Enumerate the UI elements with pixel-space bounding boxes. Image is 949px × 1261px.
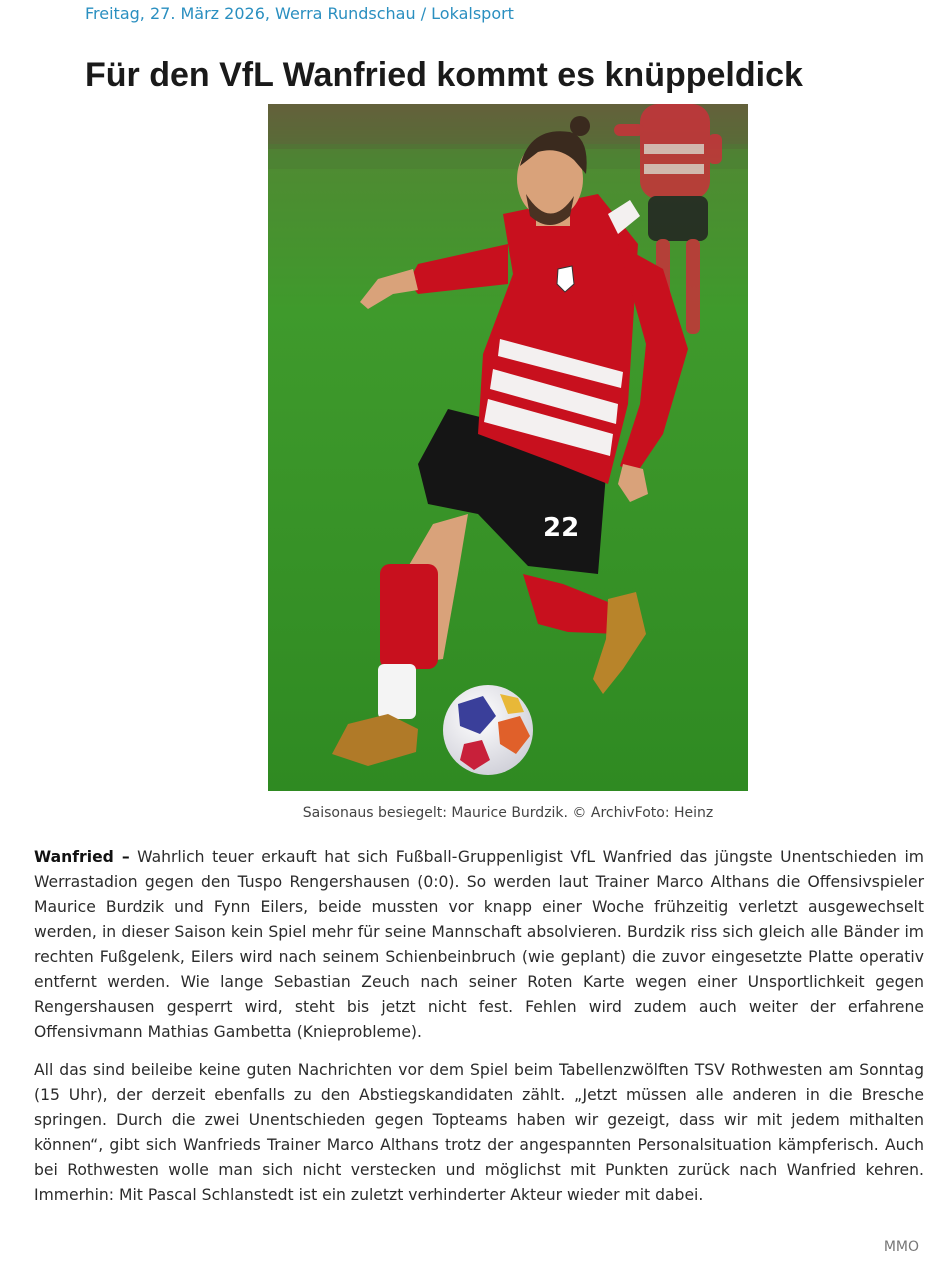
article-paragraph xyxy=(34,1058,924,1208)
photo-caption: Saisonaus besiegelt: Maurice Burdzik. © ArchivFoto: Heinz xyxy=(302,805,714,821)
article-paragraph xyxy=(34,845,924,1045)
article-body xyxy=(34,845,924,1221)
paragraph-text: All das sind beileibe keine guten Nachrichten vor dem Spiel beim Tabellenzwölften TSV Rothwesten am Sonntag (15 Uhr), der derzeit ebenfalls zu den Abstiegskandidaten zählt. „Jetzt müssen alle anderen in die Bresche springen. Durch die zwei Unentschieden gegen Topteams haben wir gezeigt, dass wir mit jedem mithalten können“, gibt sich Wanfrieds Trainer Marco Althans trotz der angespannten Personalsituation kämpferisch. Auch bei Rothwesten wolle man sich nicht verstecken und möglichst mit Punkten zurück nach Wanfried kehren. Immerhin: Mit Pascal Schlanstedt ist ein zuletzt verhinderter Akteur wieder mit dabei. xyxy=(34,1061,924,1204)
paragraph-lead: Wanfried – xyxy=(34,848,130,866)
article-headline: Für den VfL Wanfried kommt es knüppeldick xyxy=(85,56,803,94)
article-dateline: Freitag, 27. März 2026, Werra Rundschau / Lokalsport xyxy=(85,4,514,23)
shirt-number: 22 xyxy=(543,513,580,543)
paragraph-text: Wahrlich teuer erkauft hat sich Fußball-Gruppenligist VfL Wanfried das jüngste Unentschieden im Werrastadion gegen den Tuspo Rengershausen (0:0). So werden laut Trainer Marco Althans die Offensivspieler Maurice Burdzik und Fynn Eilers, beide mussten vor knapp einer Woche frühzeitig verletzt ausgewechselt werden, in dieser Saison kein Spiel mehr für seine Mannschaft absolvieren. Burdzik riss sich gleich alle Bänder im rechten Fußgelenk, Eilers wird nach seinem Schienbeinbruch (wie geplant) die zuvor eingesetzte Platte operativ entfernt werden. Wie lange Sebastian Zeuch nach seiner Roten Karte wegen einer Unsportlichkeit gegen Rengershausen gesperrt wird, steht bis jetzt nicht fest. Fehlen wird zudem auch weiter der erfahrene Offensivmann Mathias Gambetta (Knieprobleme). xyxy=(34,848,924,1041)
football xyxy=(443,685,533,775)
article-photo xyxy=(268,104,748,791)
author-initials: MMO xyxy=(883,1239,919,1255)
